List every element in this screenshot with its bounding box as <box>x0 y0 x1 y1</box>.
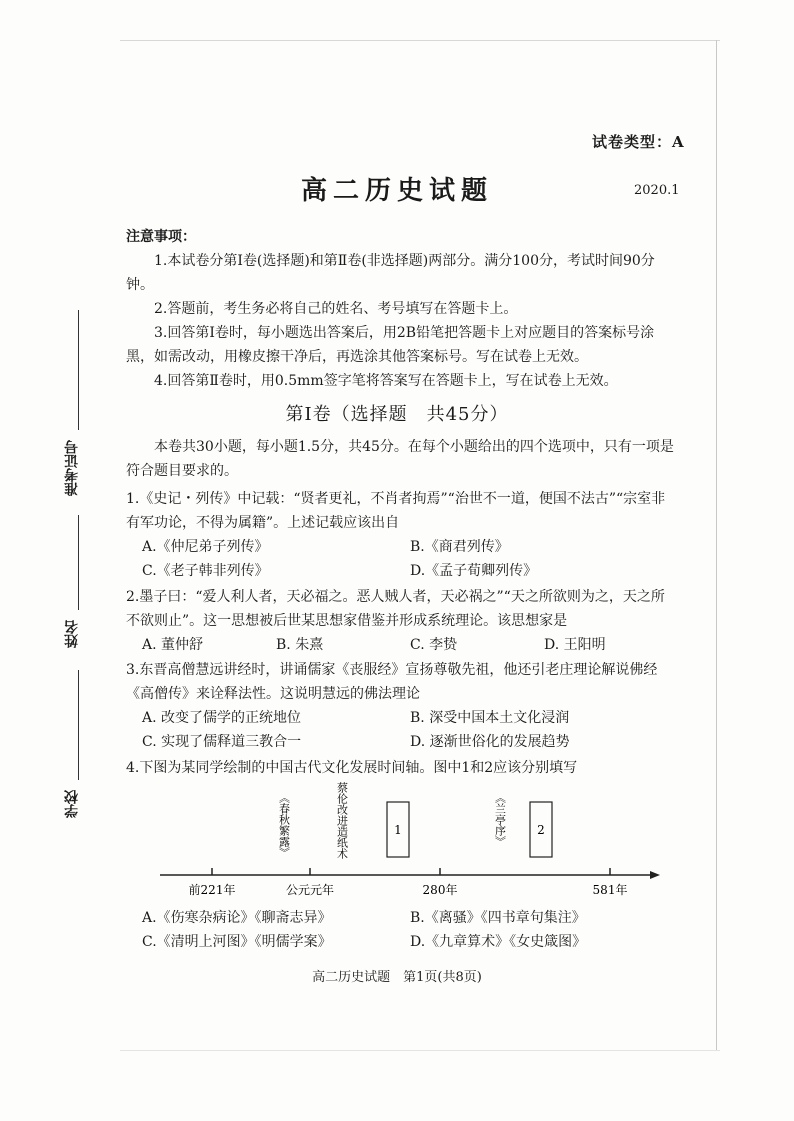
tick-label: 前221年 <box>188 883 236 897</box>
timeline-svg <box>150 780 670 900</box>
timeline-diagram <box>150 780 670 900</box>
question-4-options-block <box>126 906 678 954</box>
question-stem: 3.东晋高僧慧远讲经时，讲诵儒家《丧服经》宣扬尊敬先祖，他还引老庄理论解说佛经《高僧传》来诠释法性。这说明慧远的佛法理论 <box>126 662 658 702</box>
option-c: C.《老子韩非列传》 <box>142 563 269 579</box>
question-3 <box>126 658 678 754</box>
question-stem: 4.下图为某同学绘制的中国古代文化发展时间轴。图中1和2应该分别填写 <box>126 760 578 776</box>
scan-edge-top <box>120 40 720 41</box>
question-options <box>126 633 678 657</box>
timeline-arrow <box>650 871 660 879</box>
label-lanting-xu: 《兰亭序》 <box>493 792 507 847</box>
option-b: B. 深受中国本土文化浸润 <box>410 710 570 726</box>
question-options <box>126 906 678 954</box>
label-cai-lun: 蔡伦改进造纸术 <box>335 782 349 859</box>
option-c: C. 实现了儒释道三教合一 <box>142 734 302 750</box>
notes-block <box>126 225 674 393</box>
option-a: A.《仲尼弟子列传》 <box>142 539 269 555</box>
note-item: 2.答题前，考生务必将自己的姓名、考号填写在答题卡上。 <box>154 301 518 317</box>
question-stem: 1.《史记・列传》中记载：“贤者更礼，不肖者拘焉”“治世不一道，便国不法古”“宗室非有军功论，不得为属籍”。上述记载应该出自 <box>126 491 666 531</box>
option-d: D.《九章算术》《女史箴图》 <box>410 934 587 950</box>
tick-label: 280年 <box>422 883 458 897</box>
option-c: C.《清明上河图》《明儒学案》 <box>142 934 332 950</box>
note-item: 3.回答第Ⅰ卷时，每小题选出答案后，用2B铅笔把答题卡上对应题目的答案标号涂黑，如需改动，用橡皮擦干净后，再选涂其他答案标号。写在试卷上无效。 <box>126 325 655 365</box>
note-item: 1.本试卷分第Ⅰ卷(选择题)和第Ⅱ卷(非选择题)两部分。满分100分，考试时间90分钟。 <box>126 253 655 293</box>
note-item: 4.回答第Ⅱ卷时，用0.5mm签字笔将答案写在答题卡上，写在试卷上无效。 <box>154 373 618 389</box>
option-b: B.《离骚》《四书章句集注》 <box>410 910 586 926</box>
option-b: B. 朱熹 <box>276 637 324 653</box>
question-4 <box>126 756 678 780</box>
question-options <box>126 535 678 583</box>
option-b: B.《商君列传》 <box>410 539 509 555</box>
tick-label: 581年 <box>592 883 628 897</box>
side-label-name: 姓名 <box>64 620 80 648</box>
side-line-school <box>78 670 79 780</box>
scan-edge-bottom <box>120 1050 720 1051</box>
option-a: A.《伤寒杂病论》《聊斋志异》 <box>142 910 332 926</box>
notes-heading: 注意事项： <box>126 229 196 245</box>
option-d: D.《孟子荀卿列传》 <box>410 563 538 579</box>
side-line-name <box>78 515 79 610</box>
option-a: A. 改变了儒学的正统地位 <box>142 710 302 726</box>
label-chunqiu-fanlu: 《春秋繁露》 <box>277 792 291 858</box>
exam-date: 2020.1 <box>634 183 680 198</box>
side-label-exam-no: 准考证号 <box>64 440 80 496</box>
box-label: 2 <box>537 823 545 837</box>
paper-type: 试卷类型：A <box>592 133 685 151</box>
question-1 <box>126 487 678 583</box>
section-intro: 本卷共30小题，每小题1.5分，共45分。在每个小题给出的四个选项中，只有一项是符合题目要求的。 <box>126 439 674 479</box>
tick-label: 公元元年 <box>285 883 335 897</box>
box-label: 1 <box>394 823 402 837</box>
option-a: A. 董仲舒 <box>142 637 204 653</box>
question-options <box>126 706 678 754</box>
question-stem: 2.墨子曰：“爱人利人者，天必福之。恶人贼人者，天必祸之”“天之所欲则为之，天之所不欲则止”。这一思想被后世某思想家借鉴并形成系统理论。该思想家是 <box>126 589 665 629</box>
section-intro-block <box>126 435 674 483</box>
page-title: 高二历史试题 <box>300 176 493 206</box>
section-title: 第Ⅰ卷（选择题 共45分） <box>285 404 509 425</box>
option-d: D. 逐渐世俗化的发展趋势 <box>410 734 570 750</box>
page-footer: 高二历史试题 第1页(共8页) <box>312 970 482 985</box>
side-label-school: 学校 <box>64 790 80 818</box>
option-d: D. 王阳明 <box>544 637 606 653</box>
option-c: C. 李贽 <box>410 637 458 653</box>
question-2 <box>126 585 678 657</box>
